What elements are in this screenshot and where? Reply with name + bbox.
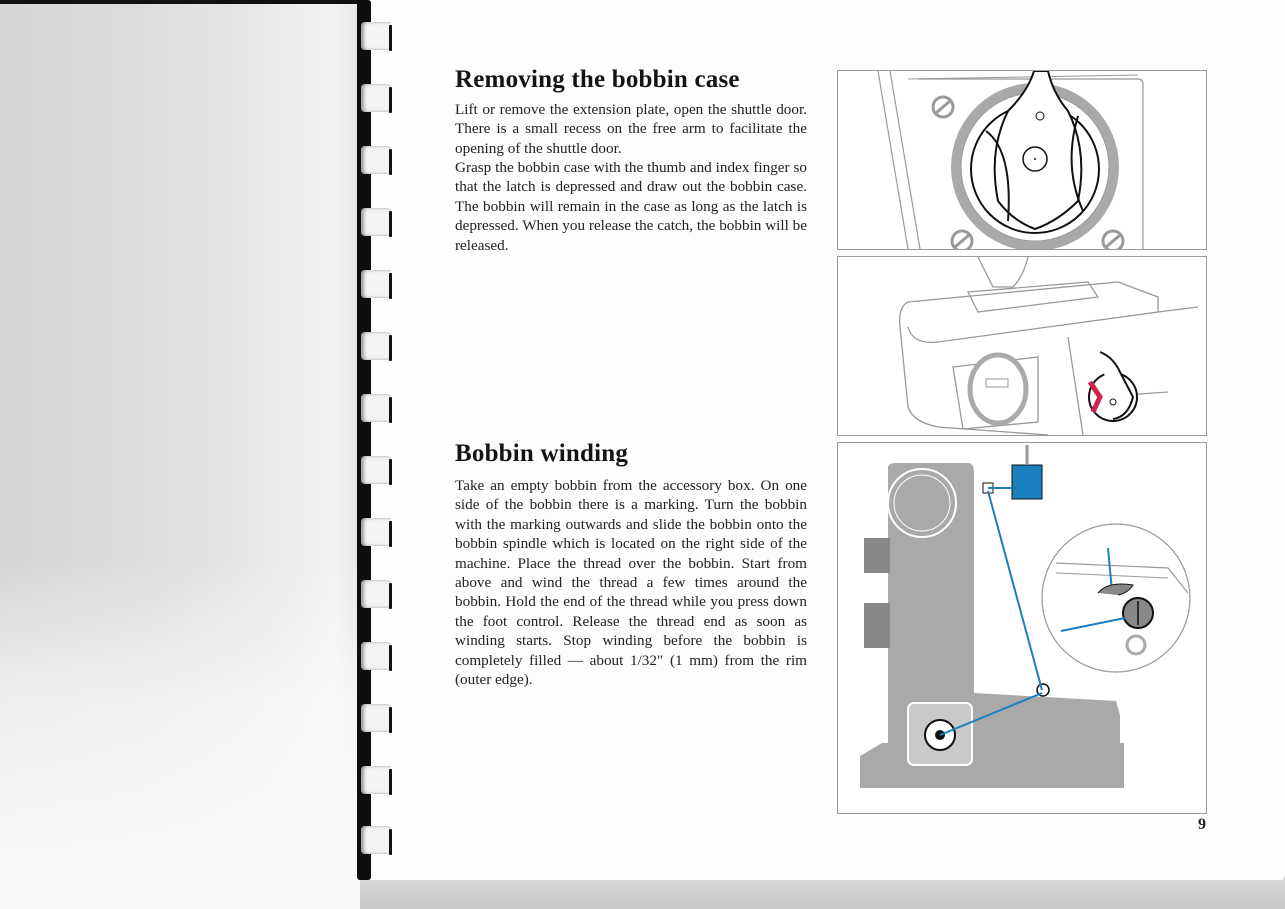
section-paragraph: Grasp the bobbin case with the thumb and index finger so that the latch is depressed and draw out the bobbin case. The bobbin will remain in the case as long as the latch is depressed. When you release the catch, the bobbin will be released. xyxy=(455,159,807,254)
binding-ring xyxy=(361,22,391,50)
section-paragraph: Lift or remove the extension plate, open the shuttle door. There is a small recess on the free arm to facilitate the opening of the shuttle door. xyxy=(455,101,807,157)
page-number: 9 xyxy=(1198,816,1206,833)
binding-ring xyxy=(361,518,391,546)
spiral-binding xyxy=(357,0,371,880)
binding-ring xyxy=(361,704,391,732)
binding-ring xyxy=(361,580,391,608)
page-shading xyxy=(0,560,372,909)
figure-bobbin-case-removal xyxy=(837,256,1207,436)
binding-ring xyxy=(361,766,391,794)
binding-ring xyxy=(361,456,391,484)
binding-ring xyxy=(361,270,391,298)
binding-ring xyxy=(361,84,391,112)
scan-edge-shadow xyxy=(360,880,1285,909)
shuttle-door-illustration xyxy=(838,71,1206,249)
bobbin-case-removal-illustration xyxy=(838,257,1206,435)
binding-ring xyxy=(361,146,391,174)
figure-shuttle-door xyxy=(837,70,1207,250)
binding-ring xyxy=(361,208,391,236)
bobbin-winding-illustration xyxy=(838,443,1206,813)
page-edge xyxy=(0,0,372,4)
left-page-blank xyxy=(0,0,372,909)
binding-ring xyxy=(361,394,391,422)
section-heading-removing-bobbin-case: Removing the bobbin case xyxy=(455,66,740,93)
section-heading-bobbin-winding: Bobbin winding xyxy=(455,440,629,467)
binding-ring xyxy=(361,642,391,670)
binding-ring xyxy=(361,332,391,360)
section-paragraph: Take an empty bobbin from the accessory box. On one side of the bobbin there is a marking. Turn the bobbin with the marking outwards and slide the bobbin onto the bobbin spindle which is located on the right side of the machine. Place the thread over the bobbin. Start from above and wind the thread a few times around the bobbin. Hold the end of the thread while you press down the foot control. Release the thread end as soon as winding starts. Stop winding before the bobbin is completely filled — about 1/32″ (1 mm) from the rim (outer edge). xyxy=(455,477,807,689)
binding-ring xyxy=(361,826,391,854)
figure-bobbin-winding xyxy=(837,442,1207,814)
